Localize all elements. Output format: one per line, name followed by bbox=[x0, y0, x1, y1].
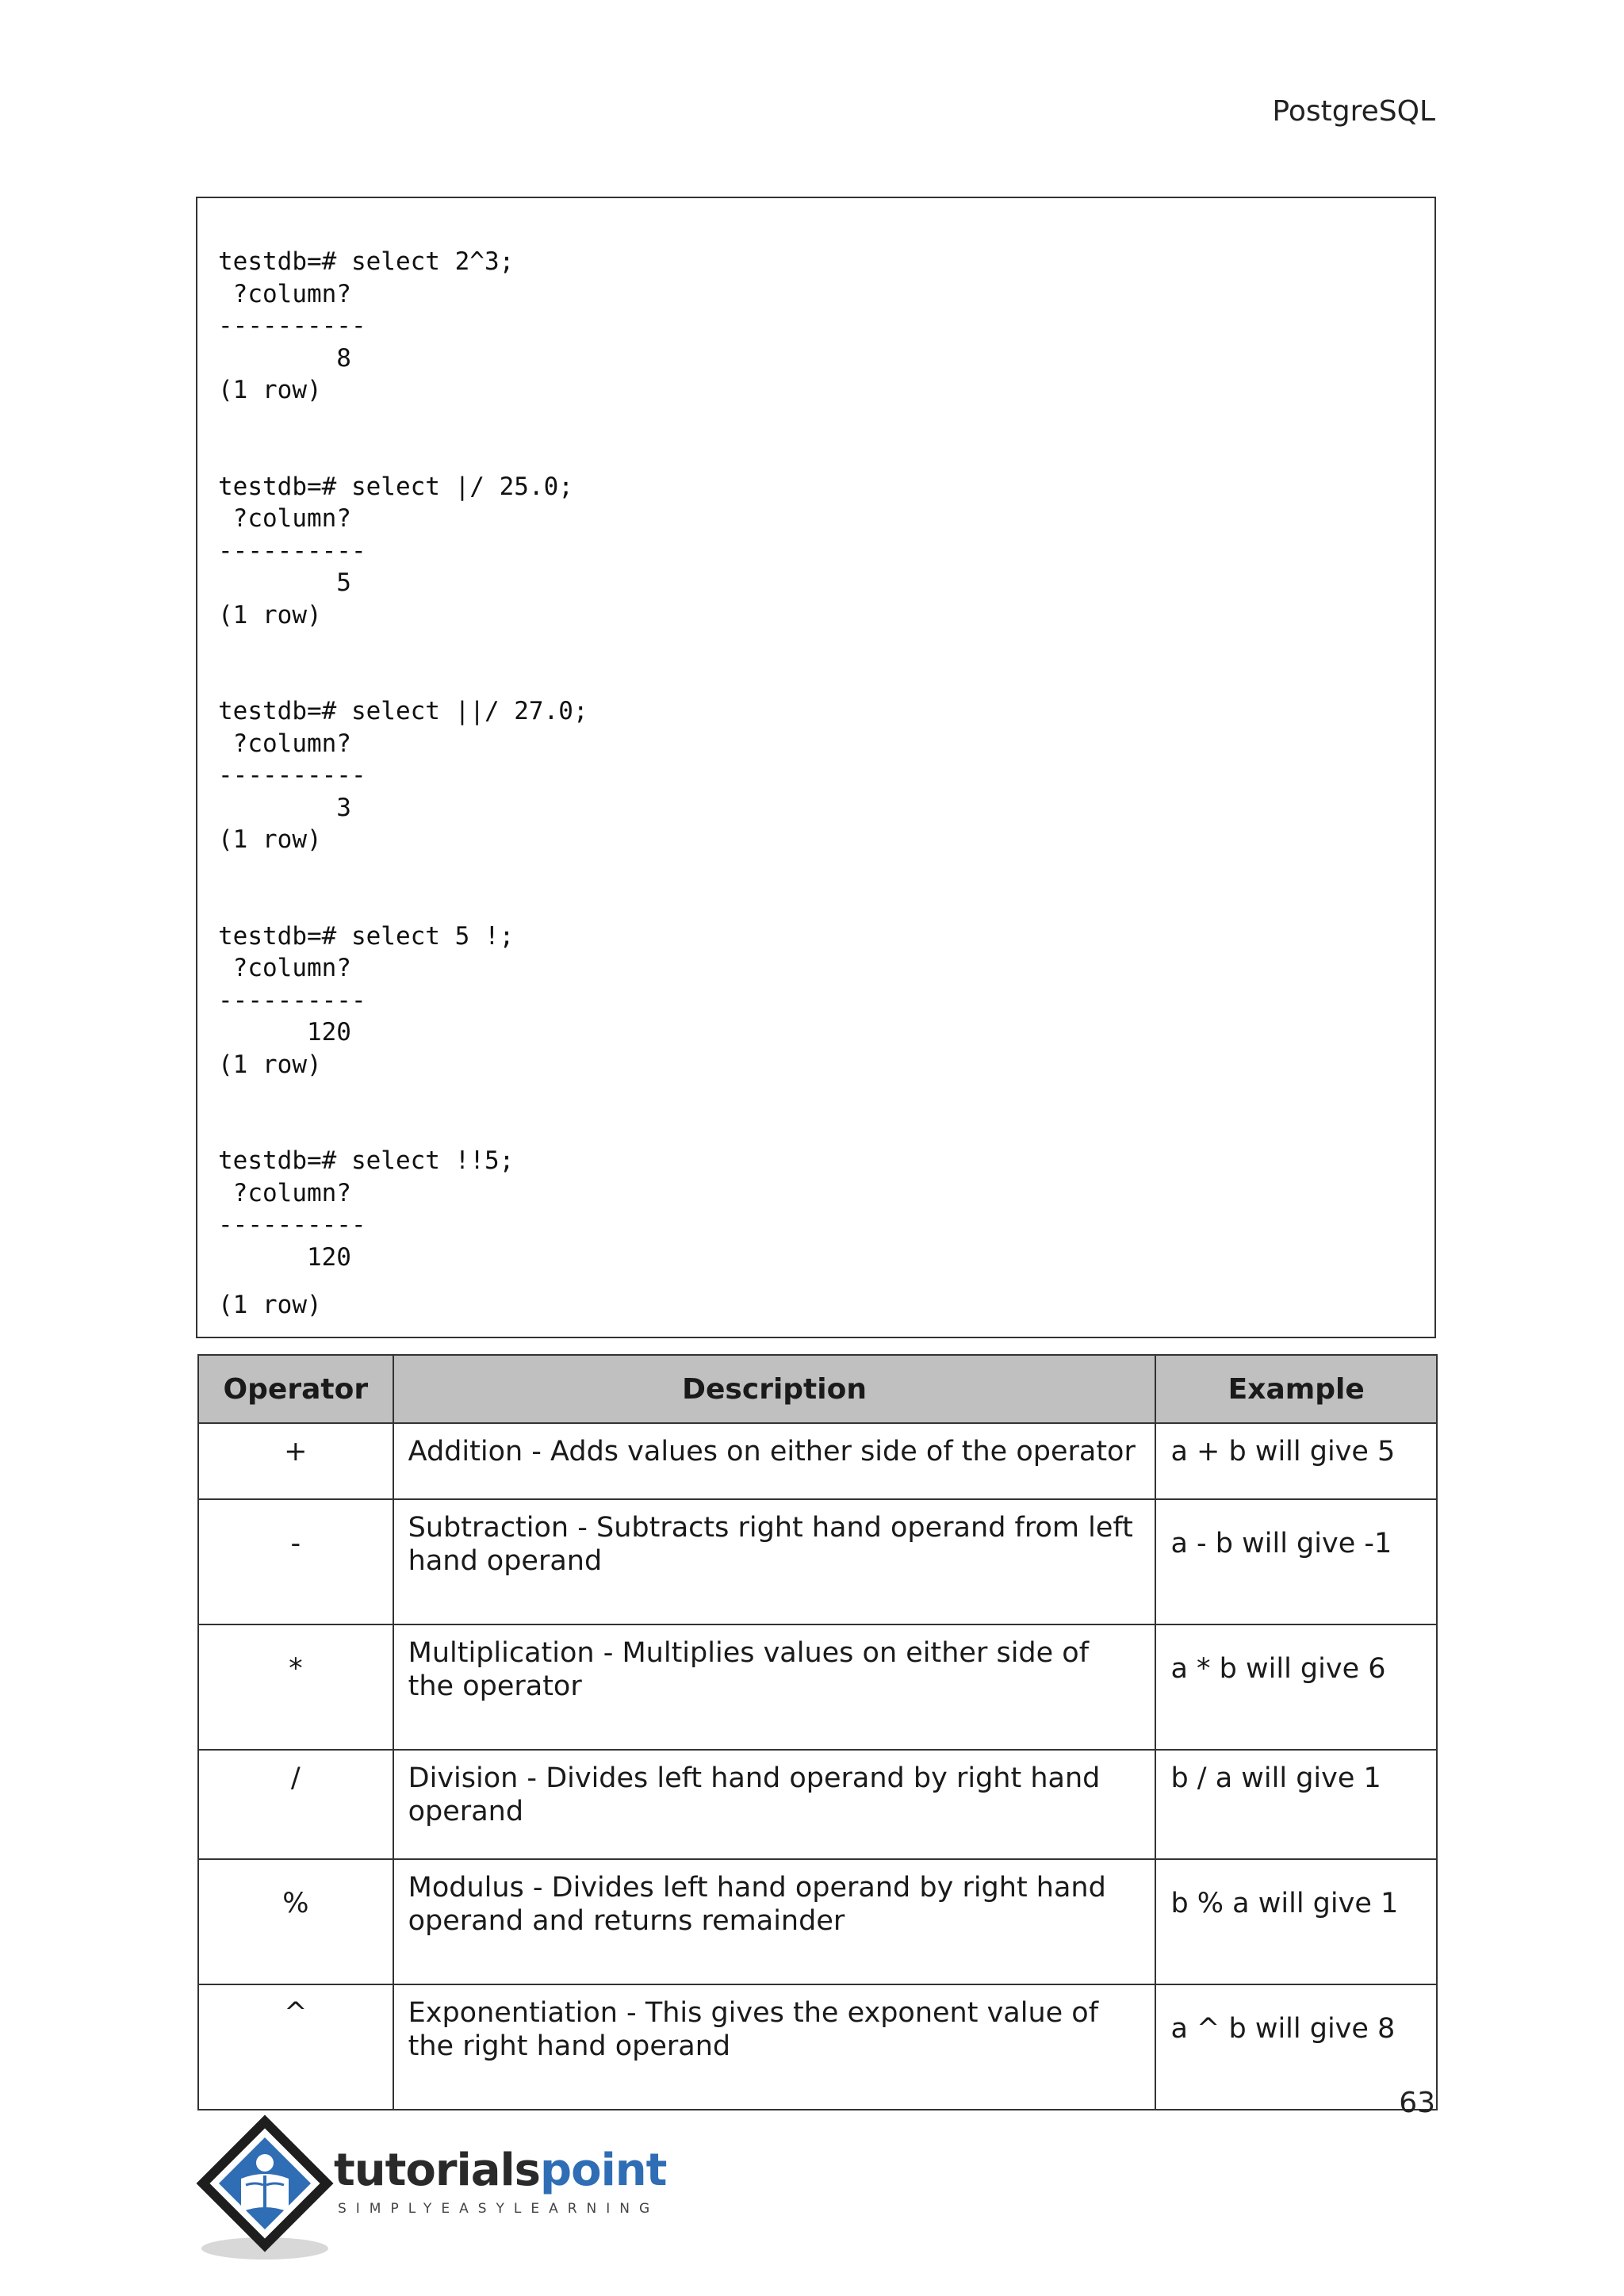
code-line: testdb=# select 5 !; bbox=[218, 921, 515, 951]
logo-word-dark: tutorials bbox=[334, 2145, 541, 2196]
operator-cell: * bbox=[198, 1624, 393, 1750]
example-cell: a - b will give -1 bbox=[1155, 1499, 1437, 1624]
logo-wordmark bbox=[334, 2147, 666, 2195]
code-line: 8 bbox=[218, 343, 351, 373]
description-cell: Addition - Adds values on either side of the operator bbox=[393, 1423, 1156, 1499]
logo-diamond-icon bbox=[195, 2114, 338, 2264]
code-line: testdb=# select |/ 25.0; bbox=[218, 472, 573, 501]
code-line: (1 row) bbox=[218, 376, 322, 404]
code-line: testdb=# select !!5; bbox=[218, 1146, 515, 1175]
column-header-operator: Operator bbox=[198, 1355, 393, 1423]
operator-cell: ^ bbox=[198, 1984, 393, 2110]
code-group-1 bbox=[218, 246, 1414, 407]
description-cell: Multiplication - Multiplies values on either side of the operator bbox=[393, 1624, 1156, 1750]
code-line: 120 bbox=[218, 1242, 351, 1272]
logo-word-blue: point bbox=[540, 2145, 667, 2196]
code-example-box bbox=[196, 197, 1436, 1338]
code-line: testdb=# select ||/ 27.0; bbox=[218, 697, 588, 725]
description-cell: Subtraction - Subtracts right hand operand from left hand operand bbox=[393, 1499, 1156, 1624]
code-line: ?column? bbox=[218, 1178, 351, 1207]
description-cell: Exponentiation - This gives the exponent value of the right hand operand bbox=[393, 1984, 1156, 2110]
code-line: 3 bbox=[218, 793, 351, 822]
code-group-3 bbox=[218, 695, 1414, 856]
table-row bbox=[198, 1624, 1437, 1750]
code-line: (1 row) bbox=[218, 1291, 322, 1319]
tutorialspoint-logo bbox=[195, 2114, 671, 2264]
example-cell: b % a will give 1 bbox=[1155, 1859, 1437, 1984]
code-spacer bbox=[218, 1273, 1414, 1289]
code-group-2 bbox=[218, 471, 1414, 632]
example-cell: b / a will give 1 bbox=[1155, 1750, 1437, 1859]
table-header-row bbox=[198, 1355, 1437, 1423]
table-row bbox=[198, 1423, 1437, 1499]
code-line: (1 row) bbox=[218, 600, 322, 629]
code-line: ---------- bbox=[218, 536, 366, 565]
code-group-5 bbox=[218, 1145, 1414, 1322]
page-header-title: PostgreSQL bbox=[1272, 95, 1435, 128]
column-header-example: Example bbox=[1155, 1355, 1437, 1423]
code-line: (1 row) bbox=[218, 825, 322, 854]
table-row bbox=[198, 1984, 1437, 2110]
table-row bbox=[198, 1750, 1437, 1859]
code-line: ?column? bbox=[218, 729, 351, 758]
code-line: 120 bbox=[218, 1018, 351, 1047]
operator-cell: - bbox=[198, 1499, 393, 1624]
code-line: ---------- bbox=[218, 312, 366, 340]
code-line: ---------- bbox=[218, 985, 366, 1015]
operator-cell: % bbox=[198, 1859, 393, 1984]
code-line: ?column? bbox=[218, 279, 351, 308]
description-cell: Division - Divides left hand operand by right hand operand bbox=[393, 1750, 1156, 1859]
code-line: 5 bbox=[218, 568, 351, 597]
code-line: ?column? bbox=[218, 504, 351, 533]
operators-table bbox=[197, 1354, 1438, 2110]
example-cell: a ^ b will give 8 bbox=[1155, 1984, 1437, 2110]
operator-cell: / bbox=[198, 1750, 393, 1859]
description-cell: Modulus - Divides left hand operand by right hand operand and returns remainder bbox=[393, 1859, 1156, 1984]
code-group-4 bbox=[218, 920, 1414, 1081]
example-cell: a + b will give 5 bbox=[1155, 1423, 1437, 1499]
column-header-description: Description bbox=[393, 1355, 1156, 1423]
code-line: ?column? bbox=[218, 954, 351, 982]
logo-tagline: SIMPLYEASYLEARNING bbox=[338, 2201, 660, 2217]
operator-cell: + bbox=[198, 1423, 393, 1499]
table-row bbox=[198, 1859, 1437, 1984]
page-number: 63 bbox=[1399, 2087, 1435, 2119]
code-line: testdb=# select 2^3; bbox=[218, 247, 515, 276]
example-cell: a * b will give 6 bbox=[1155, 1624, 1437, 1750]
code-line: ---------- bbox=[218, 1211, 366, 1239]
table-row bbox=[198, 1499, 1437, 1624]
code-line: ---------- bbox=[218, 761, 366, 790]
code-line: (1 row) bbox=[218, 1050, 322, 1079]
